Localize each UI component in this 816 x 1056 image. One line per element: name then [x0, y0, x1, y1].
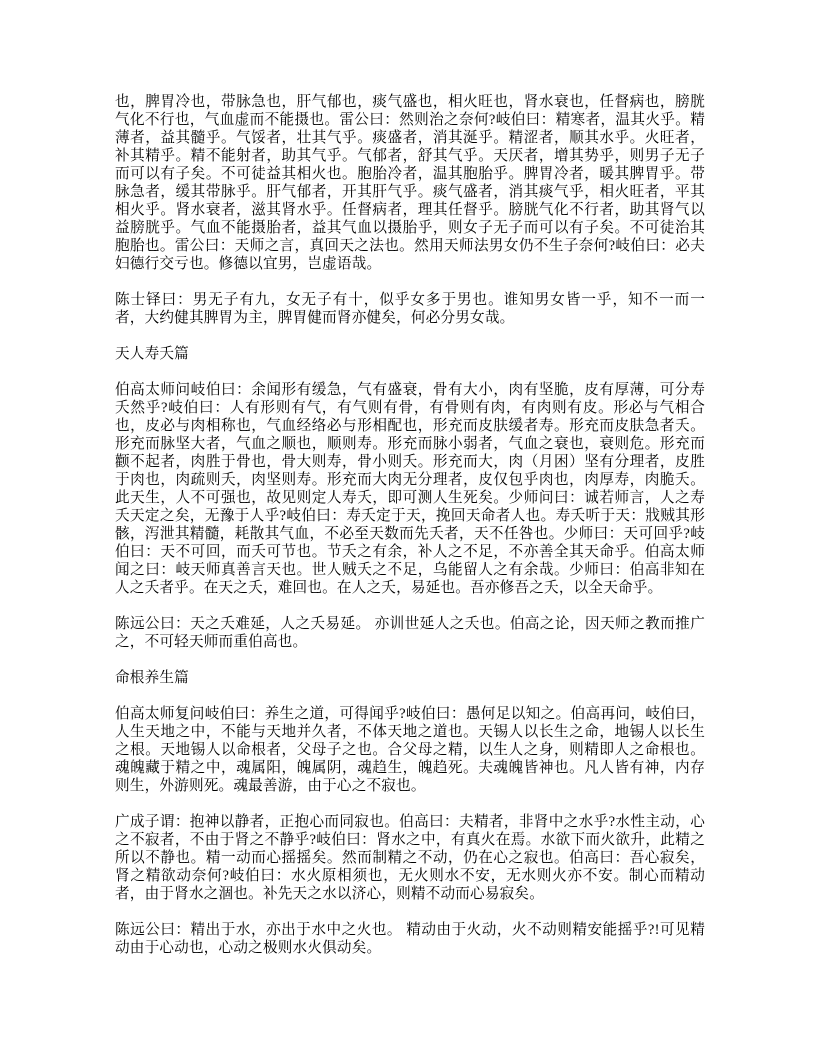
body-paragraph-bogao-second-question: 伯高太师复问岐伯曰：养生之道，可得闻乎?岐伯曰：愚何足以知之。伯高再问，岐伯曰，人生天地之中，不能与天地并久者，不体天地之道也。天锡人以长生之命，地锡人以长生之根。天地锡人以命根者，父母子之也。合父母之精，以生人之身，则精即人之命根也。魂魄藏于精之中，魂属阳，魄属阴，魂趋生，魄趋死。夫魂魄皆神也。凡人皆有神，内存则生，外游则死。魂最善游，由于心之不寂也。: [115, 706, 705, 794]
body-paragraph-chen-yuangong-comment-1: 陈远公曰：天之夭难延，人之夭易延。 亦训世延人之夭也。伯高之论，因天师之教而推广之，不可轻天师而重伯高也。: [115, 616, 705, 650]
body-paragraph-bogao-question: 伯高太师问岐伯曰：余闻形有缓急，气有盛衰，骨有大小，肉有坚脆，皮有厚薄，可分寿夭然乎?岐伯曰：人有形则有气，有气则有骨，有骨则有肉，有肉则有皮。形必与气相合也，皮必与肉相称也，气血经络必与形相配也，形充而皮肤缓者寿。形充而皮肤急者夭。形充而脉坚大者，气血之顺也，顺则寿。形充而脉小弱者，气血之衰也，衰则危。形充而颧不起者，肉胜于骨也，骨大则寿，骨小则夭。形充而大，肉（月困）坚有分理者，皮胜于肉也，肉疏则夭，肉坚则寿。形充而大肉无分理者，皮仅包乎肉也，肉厚寿，肉脆夭。此天生，人不可强也，故见则定人寿夭，即可测人生死矣。少师问曰：诚若师言，人之寿夭天定之矣，无豫于人乎?岐伯曰：寿夭定于天，挽回天命者人也。寿夭听于天：戕贼其形骸，泻泄其精髓，耗散其气血，不必至天数而先夭者，天不任咎也。少师曰：天可回乎?岐伯曰：天不可回，而夭可节也。节夭之有余，补人之不足，不亦善全其天命乎。伯高太师闻之曰：岐天师真善言天也。世人贼夭之不足，乌能留人之有余哉。少师曰：伯高非知在人之夭者乎。在天之夭，难回也。在人之夭，易延也。吾亦修吾之夭，以全天命乎。: [115, 382, 705, 596]
section-heading-tianren-shouyao: 天人寿夭篇: [115, 346, 189, 362]
body-paragraph-continuation: 也，脾胃冷也，带脉急也，肝气郁也，痰气盛也，相火旺也，肾水衰也，任督病也，膀胱气化不行也，气血虚而不能摄也。雷公曰：然则治之奈何?岐伯曰：精寒者，温其火乎。精薄者，益其髓乎。气馁者，壮其气乎。痰盛者，消其涎乎。精涩者，顺其水乎。火旺者，补其精乎。精不能射者，助其气乎。气郁者，舒其气乎。天厌者，增其势乎，则男子无子而可以有子矣。不可徒益其相火也。胞胎冷者，温其胞胎乎。脾胃冷者，暖其脾胃乎。带脉急者，缓其带脉乎。肝气郁者，开其肝气乎。痰气盛者，消其痰气乎，相火旺者，平其相火乎。肾水衰者，滋其肾水乎。任督病者，理其任督乎。膀胱气化不行者，助其肾气以益膀胱乎。气血不能摄胎者，益其气血以摄胎乎，则女子无子而可以有子矣。不可徒治其胞胎也。雷公曰：天师之言，真回天之法也。然用天师法男女仍不生子奈何?岐伯曰：必夫妇德行交亏也。修德以宜男，岂虚语哉。: [115, 94, 705, 272]
section-heading-minggen-yangsheng: 命根养生篇: [115, 670, 189, 686]
body-paragraph-chen-yuangong-comment-2: 陈远公曰：精出于水，亦出于水中之火也。 精动由于火动，火不动则精安能摇乎?!可见精动由于心动也，心动之极则水火俱动矣。: [115, 922, 705, 956]
body-paragraph-chen-shiduo-comment: 陈士铎曰：男无子有九，女无子有十，似乎女多于男也。谁知男女皆一乎，知不一而一者，大约健其脾胃为主，脾胃健而肾亦健矣，何必分男女哉。: [115, 292, 705, 326]
body-paragraph-guangchengzi: 广成子谓：抱神以静者，正抱心而同寂也。伯高曰：夫精者，非肾中之水乎?水性主动，心之不寂者，不由于肾之不静乎?岐伯曰：肾水之中，有真火在焉。水欲下而火欲升，此精之所以不静也。精一动而心摇摇矣。然而制精之不动，仍在心之寂也。伯高曰：吾心寂矣，肾之精欲动奈何?岐伯曰：水火原相须也，无火则水不安，无水则火亦不安。制心而精动者，由于肾水之涸也。补先天之水以济心，则精不动而心易寂矣。: [115, 814, 705, 902]
